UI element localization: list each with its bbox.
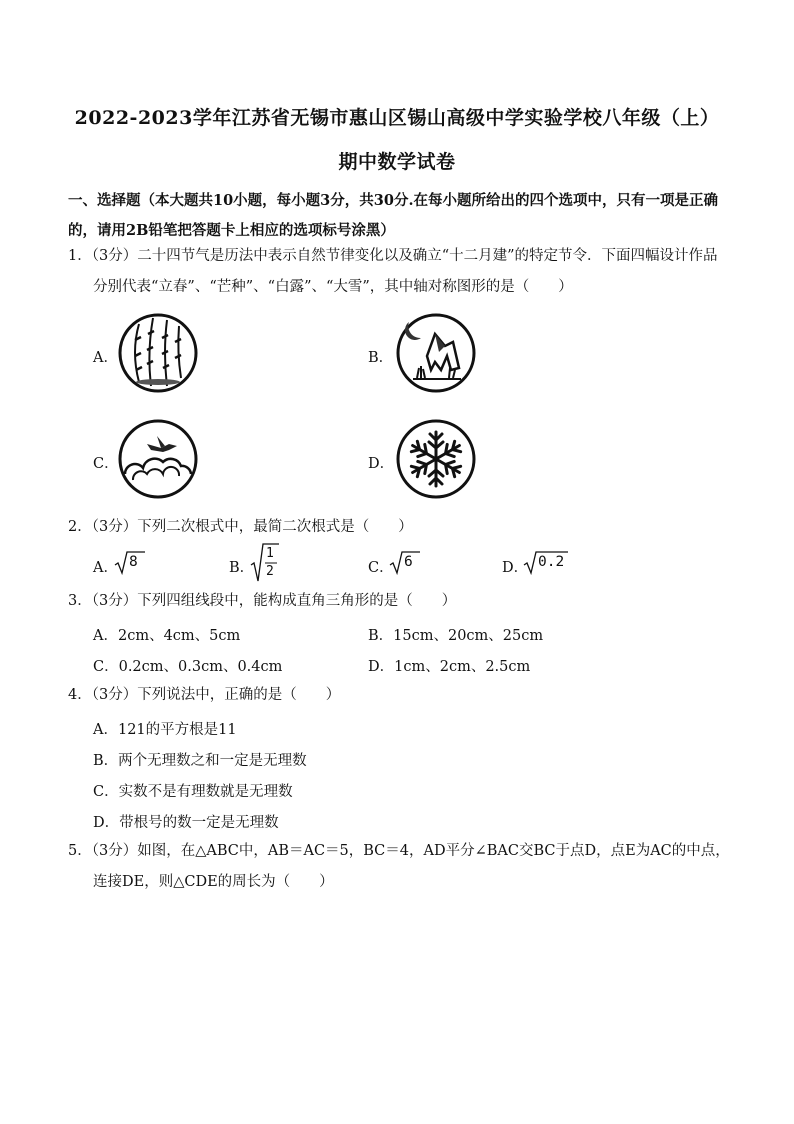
q2-option-a-radicand: 8	[129, 554, 138, 570]
q2-option-c-label: C．	[368, 560, 394, 576]
q1-option-a-label: A．	[93, 350, 118, 366]
q5-line2: 连接DE，则△CDE的周长为（ ）	[93, 874, 334, 890]
q4-option-b: B．两个无理数之和一定是无理数	[93, 753, 307, 769]
q1-option-d-label: D．	[368, 456, 395, 472]
q1-line1: 1．（3分）二十四节气是历法中表示自然节律变化以及确立“十二月建”的特定节令．下面四幅设计作品	[68, 248, 718, 264]
q3-option-b: B．15cm、20cm、25cm	[368, 628, 544, 644]
spring-willow-icon	[117, 312, 199, 394]
snowflake-icon	[395, 418, 477, 500]
q3-option-a: A．2cm、4cm、5cm	[93, 628, 241, 644]
exam-title: 2022-2023学年江苏省无锡市惠山区锡山高级中学实验学校八年级（上）	[74, 107, 720, 129]
q4-stem: 4．（3分）下列说法中，正确的是（ ）	[68, 687, 341, 703]
q2-option-d-radicand: 0.2	[538, 554, 565, 570]
q4-option-a: A．121的平方根是11	[93, 722, 237, 738]
q1-line2: 分别代表“立春”、“芒种”、“白露”、“大雪”，其中轴对称图形的是（ ）	[93, 279, 573, 295]
q2-option-a-label: A．	[93, 560, 118, 576]
q2-option-b-numerator: 1	[266, 546, 274, 561]
q2-option-b-label: B．	[229, 560, 255, 576]
q2-option-d-label: D．	[502, 560, 529, 576]
q5-line1: 5．（3分）如图，在△ABC中，AB＝AC＝5，BC＝4，AD平分∠BAC交BC于点D，点E为AC的中点，	[68, 843, 730, 859]
section-1-instructions: 一、选择题（本大题共10小题，每小题3分，共30分.在每小题所给出的四个选项中，只有一项是正确的，请用2B铅笔把答题卡上相应的选项标号涂黑）	[68, 192, 718, 239]
radical-sign-icon	[250, 543, 280, 583]
q2-option-b-denominator: 2	[266, 564, 274, 579]
q1-option-b-label: B．	[368, 350, 394, 366]
white-dew-icon	[117, 418, 199, 500]
q4-option-c: C．实数不是有理数就是无理数	[93, 784, 293, 800]
q2-stem: 2．（3分）下列二次根式中，最简二次根式是（ ）	[68, 519, 413, 535]
exam-subtitle: 期中数学试卷	[338, 151, 456, 173]
q3-option-d: D．1cm、2cm、2.5cm	[368, 659, 531, 675]
q1-option-c-label: C．	[93, 456, 119, 472]
q2-option-c-radicand: 6	[404, 554, 413, 570]
q3-stem: 3．（3分）下列四组线段中，能构成直角三角形的是（ ）	[68, 593, 457, 609]
grain-in-ear-icon	[395, 312, 477, 394]
q4-option-d: D．带根号的数一定是无理数	[93, 815, 279, 831]
q3-option-c: C．0.2cm、0.3cm、0.4cm	[93, 659, 283, 675]
